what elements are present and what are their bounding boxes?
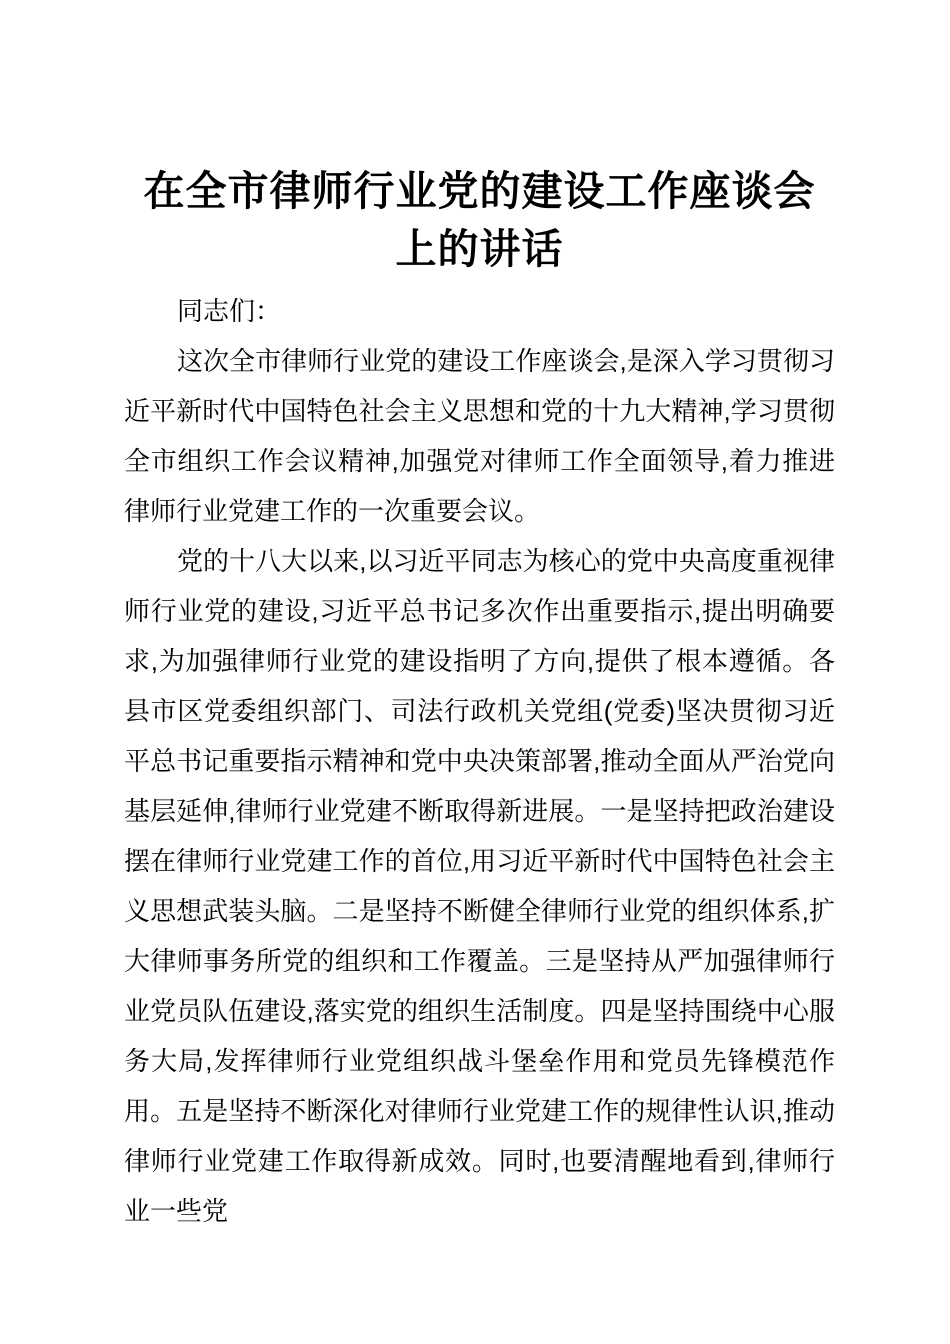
paragraph-body: 党的十八大以来,以习近平同志为核心的党中央高度重视律师行业党的建设,习近平总书记多次作出重要指示,提出明确要求,为加强律师行业党的建设指明了方向,提供了根本遵循。各县市区党委组织部门、司法行政机关党组(党委)坚决贯彻习近平总书记重要指示精神和党中央决策部署,推动全面从严治党向基层延伸,律师行业党建不断取得新进展。一是坚持把政治建设摆在律师行业党建工作的首位,用习近平新时代中国特色社会主义思想武装头脑。二是坚持不断健全律师行业党的组织体系,扩大律师事务所党的组织和工作覆盖。三是坚持从严加强律师行业党员队伍建设,落实党的组织生活制度。四是坚持围绕中心服务大局,发挥律师行业党组织战斗堡垒作用和党员先锋模范作用。五是坚持不断深化对律师行业党建工作的规律性认识,推动律师行业党建工作取得新成效。同时,也要清醒地看到,律师行业一些党	[124, 546, 835, 1226]
paragraph-intro: 这次全市律师行业党的建设工作座谈会,是深入学习贯彻习近平新时代中国特色社会主义思想和党的十九大精神,学习贯彻全市组织工作会议精神,加强党对律师工作全面领导,着力推进律师行业党建工作的一次重要会议。	[124, 346, 835, 526]
salutation: 同志们：	[177, 296, 282, 326]
document-title: 在全市律师行业党的建设工作座谈会上的讲话	[143, 168, 816, 272]
